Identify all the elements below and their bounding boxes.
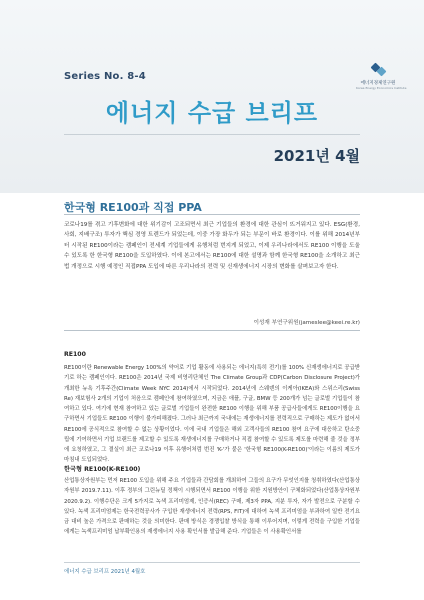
author-line: 이성재 부연구위원(jameslee@keei.re.kr)	[253, 320, 360, 326]
section-body-k-re100: 산업통상자원부는 먼저 RE100 도입을 위해 주요 기업들과 간담회를 개최하여 그들의 요구가 무엇인지를 청취하였다(산업통상자원부 2019.7.11). 이후 정부의 그린뉴딜 정책이 시행되면서 RE100 이행을 위한 지원방안이 구체화되었다(산업통상자원부 2020.9.2). 이행수단은 크게 5가지로 녹색 프리미엄제, 인증서(REC) 구매, 제3자 PPA, 지분 투자, 자가 발전으로 구분할 수 있다. 녹색 프리미엄제는 한국전력공사가 구입한 재생에너지 전력(RPS, FIT)에 대하여 녹색 프리미엄을 부과하여 일반 전기요금 대비 높은 가격으로 판매하는 것을 의미한다. 판매 방식은 경쟁입찰 방식을 통해 이루어지며, 이렇게 전력을 구입한 기업들에게는 녹색프리미엄 납부확인용의 재생에너지 사용 확인서를 발급해 준다. 기업들은 이 사용확인서를	[64, 478, 360, 536]
logo-mark-icon	[370, 62, 386, 78]
logo-name: 에너지경제연구원	[360, 81, 396, 86]
summary-divider	[64, 330, 360, 331]
title-divider	[64, 134, 360, 135]
section-heading-re100: RE100	[64, 351, 86, 358]
article-title-divider	[64, 214, 360, 215]
section-body-re100: RE100이란 Renewable Energy 100%의 약어로 기업 활동에 사용되는 에너지(특히 전기)를 100% 신재생에너지로 공급받기로 하는 캠페인이다. RE100은 2014년 국제 비영리단체인 The Climate Group과 CDP(Carbon Disclosure Project)가 개최한 뉴욕 기후주간(Climate Week NYC 2014)에서 시작되었다. 2014년에 스웨덴의 이케아(IKEA)와 스위스리(Swiss Re) 재보험사 2개의 기업이 처음으로 캠페인에 참여하였으며, 지금은 애플, 구글, BMW 등 200개가 넘는 글로벌 기업들이 참여하고 있다. 여기에 현재 참여하고 있는 글로벌 기업들이 완전한 RE100 이행을 위해 부품 공급사들에게도 RE100이행을 요구하면서 기업들도 RE100 이행이 불가피해졌다. 그러나 최근까지 국내에는 재생에너지를 전력직으로 구매하는 제도가 없어서 RE100에 공식적으로 참여할 수 없는 상황이었다. 이에 국내 기업들은 해외 고객사들의 RE100 참여 요구에 대응하고 탄소중립에 기여하면서 기업 브랜드를 제고할 수 있도록 재생에너지를 구매하거나 직접 참여할 수 있도록 제도를 마련해 줄 것을 정부에 요청하였고, 그 결실이 최근 코로나19 이후 유행어처럼 번진 'K-'가 붙은 '한국형 RE100(K-RE100)'이라는 이름의 제도가 마침내 도입되었다.	[64, 365, 360, 464]
logo-subtitle: Korea Energy Economics Institute	[356, 86, 407, 90]
institute-logo	[356, 62, 407, 92]
footer-divider	[64, 562, 360, 563]
issue-date: 2021년 4월	[273, 147, 360, 165]
article-title: 한국형 RE100과 직접 PPA	[64, 201, 202, 214]
article-summary: 코로나19를 겪고 기후변화에 대한 위기감이 고조되면서 최근 기업들의 환경에 대한 관심이 뜨거워지고 있다. ESG(환경, 사회, 지배구조) 투자가 핵심 경영 트렌드가 되었는데, 이중 가장 화두가 되는 부문이 바로 환경이다. 이를 위해 2014년부터 시작된 RE100이라는 캠페인이 전세계 기업들에게 유행처럼 번지게 되었고, 이제 우리나라에서도 RE100 이행을 도울 수 있도록 한 한국형 RE100을 도입하였다. 이에 본고에서는 RE100에 대한 설명과 함께 한국형 RE100을 소개하고 최근 법 개정으로 시행 예정인 직접PPA 도입에 따른 우리나라의 전력 및 신재생에너지 시장의 변화를 살펴보고자 한다.	[64, 222, 360, 270]
publication-title: 에너지 수급 브리프	[105, 99, 319, 127]
section-heading-k-re100: 한국형 RE100(K-RE100)	[64, 466, 141, 473]
series-number: Series No. 8-4	[64, 71, 146, 82]
page-footer: 에너지 수급 브리프 2021년 4월호	[64, 569, 146, 575]
